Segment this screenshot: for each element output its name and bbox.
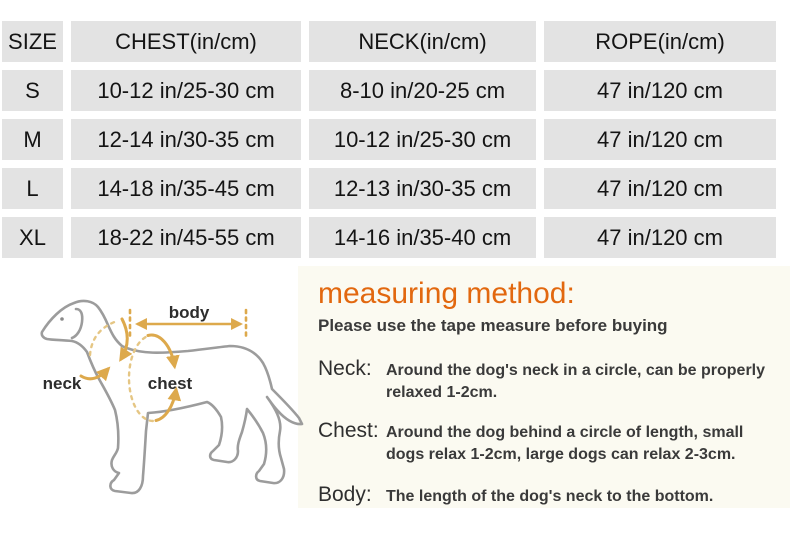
neck-dotted-arc: [90, 321, 117, 355]
measuring-method-title: measuring method:: [318, 277, 575, 310]
dog-measurement-diagram: [2, 276, 312, 510]
table-cell-size-l: L: [2, 168, 63, 209]
instruction-label-neck: Neck:: [318, 357, 372, 380]
table-cell-rope-m: 47 in/120 cm: [544, 119, 776, 160]
instruction-label-body: Body:: [318, 483, 372, 506]
table-cell-neck-l: 12-13 in/30-35 cm: [309, 168, 536, 209]
diagram-label-neck: neck: [42, 374, 82, 393]
dog-ear-line: [72, 309, 82, 338]
table-cell-rope-s: 47 in/120 cm: [544, 70, 776, 111]
table-header-size: SIZE: [2, 21, 63, 62]
table-cell-neck-m: 10-12 in/25-30 cm: [309, 119, 536, 160]
instruction-item-chest: [318, 420, 784, 465]
measuring-method-subtitle: Please use the tape measure before buying: [318, 316, 668, 335]
diagram-label-chest: chest: [147, 374, 193, 393]
table-cell-size-xl: XL: [2, 217, 63, 258]
table-header-neck: NECK(in/cm): [309, 21, 536, 62]
size-table: [2, 21, 776, 258]
diagram-label-body: body: [168, 303, 210, 322]
table-cell-size-s: S: [2, 70, 63, 111]
table-cell-size-m: M: [2, 119, 63, 160]
dog-outline: [42, 301, 302, 493]
measuring-instructions: [318, 277, 784, 508]
instruction-text-chest: Around the dog behind a circle of length, small dogs relax 1-2cm, large dogs can relax 2-3cm.: [386, 424, 744, 463]
table-header-rope: ROPE(in/cm): [544, 21, 776, 62]
table-cell-rope-l: 47 in/120 cm: [544, 168, 776, 209]
table-cell-chest-l: 14-18 in/35-45 cm: [71, 168, 301, 209]
neck-strap-arrow: [121, 319, 127, 359]
dog-diagram-svg: [2, 276, 312, 510]
chest-bottom-arrow: [156, 390, 176, 421]
dog-eye: [60, 317, 64, 321]
instruction-text-neck: Around the dog's neck in a circle, can be properly relaxed 1-2cm.: [386, 362, 766, 401]
table-cell-chest-m: 12-14 in/30-35 cm: [71, 119, 301, 160]
neck-measure-arrow: [81, 319, 127, 379]
table-cell-neck-s: 8-10 in/20-25 cm: [309, 70, 536, 111]
table-cell-rope-xl: 47 in/120 cm: [544, 217, 776, 258]
table-cell-chest-xl: 18-22 in/45-55 cm: [71, 217, 301, 258]
table-cell-chest-s: 10-12 in/25-30 cm: [71, 70, 301, 111]
instruction-item-body: [318, 484, 784, 508]
table-cell-neck-xl: 14-16 in/35-40 cm: [309, 217, 536, 258]
instruction-text-body: The length of the dog's neck to the bottom.: [386, 488, 714, 505]
chest-top-arrow: [148, 335, 175, 366]
instruction-item-neck: [318, 358, 784, 403]
instruction-label-chest: Chest:: [318, 419, 379, 442]
table-header-chest: CHEST(in/cm): [71, 21, 301, 62]
